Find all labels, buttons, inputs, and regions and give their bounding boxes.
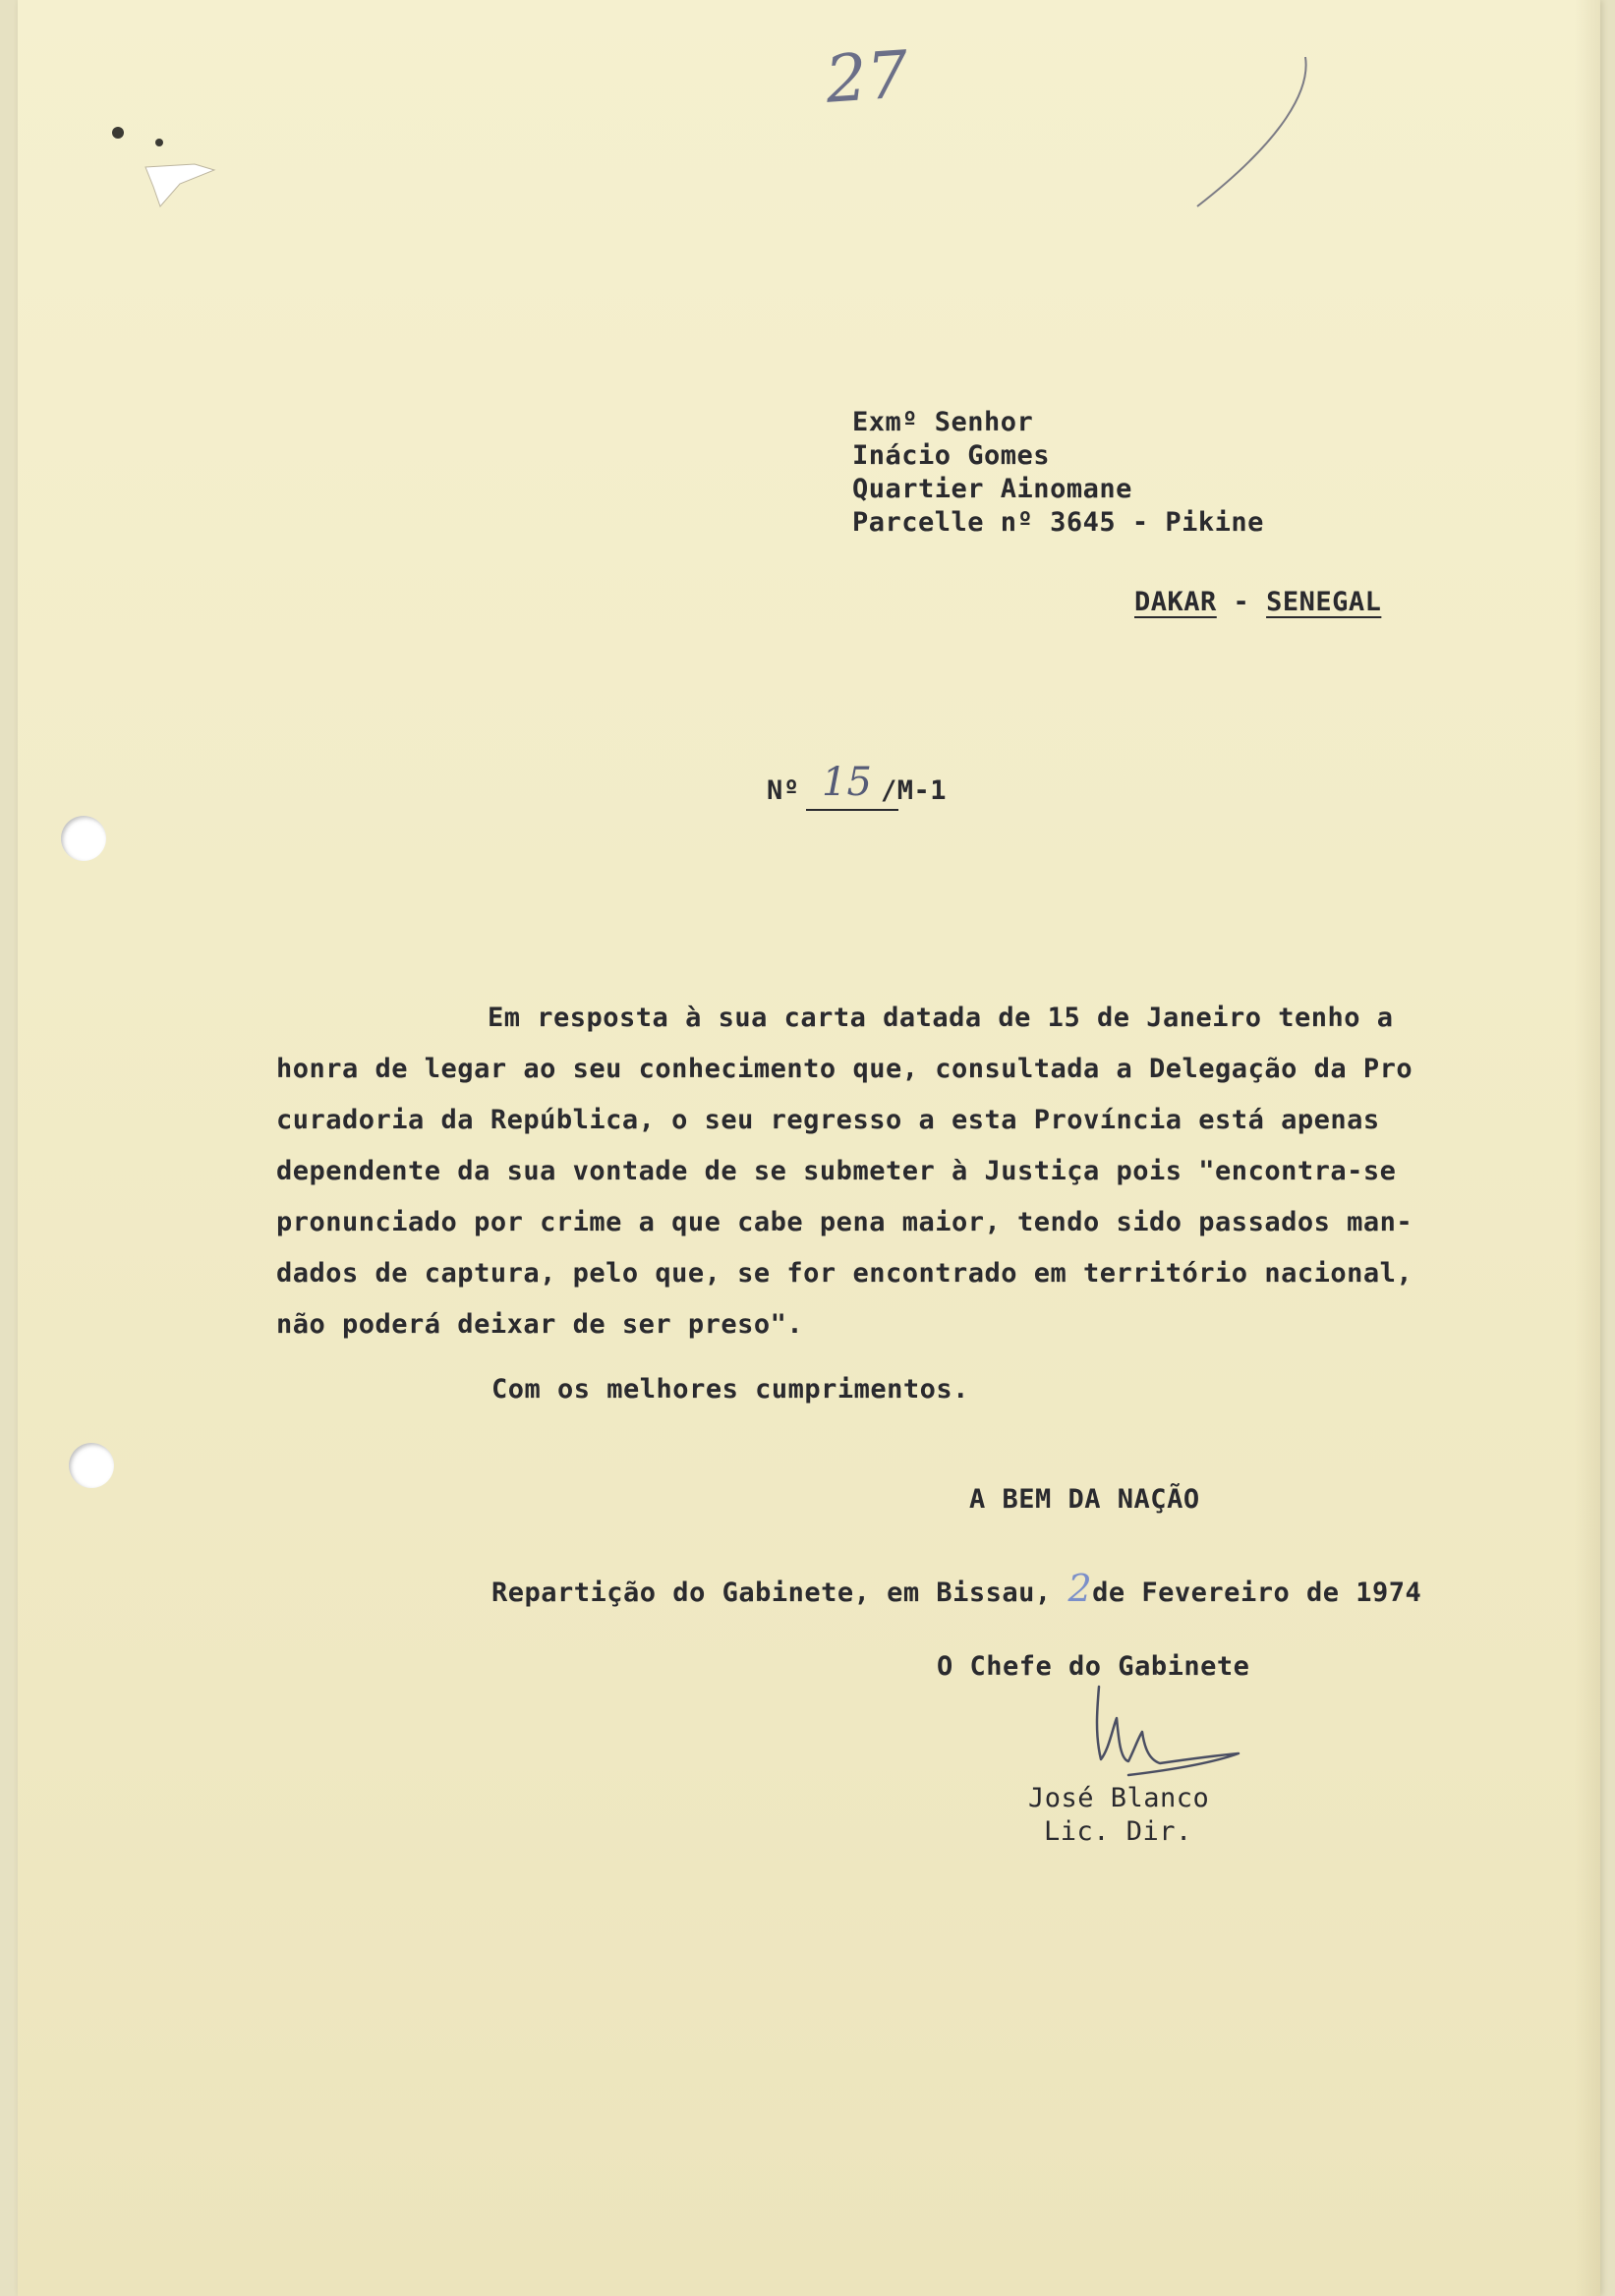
dateline-suffix: de Fevereiro de 1974 xyxy=(1092,1578,1422,1608)
body-line-5: pronunciado por crime a que cabe pena maior, tendo sido passados man- xyxy=(276,1207,1413,1237)
recipient-salutation: Exmº Senhor xyxy=(852,407,1034,437)
body-line-3: curadoria da República, o seu regresso a esta Província está apenas xyxy=(276,1105,1380,1135)
city-country-separator: - xyxy=(1216,587,1267,617)
body-line-1: Em resposta à sua carta datada de 15 de Janeiro tenho a xyxy=(488,1003,1394,1033)
recipient-quarter: Quartier Ainomane xyxy=(852,474,1132,504)
handwritten-signature xyxy=(1069,1681,1256,1789)
dateline-day-handwritten: 2 xyxy=(1067,1567,1093,1610)
body-line-6: dados de captura, pelo que, se for encontrado em território nacional, xyxy=(276,1258,1413,1289)
recipient-country: SENEGAL xyxy=(1266,587,1382,617)
signatory-title: O Chefe do Gabinete xyxy=(937,1651,1250,1682)
recipient-city: DAKAR xyxy=(1134,587,1217,617)
punch-hole-lower xyxy=(69,1443,114,1488)
recipient-city-country xyxy=(1134,587,1381,617)
dateline xyxy=(491,1567,1421,1610)
body-line-4: dependente da sua vontade de se submeter à Justiça pois "encontra-se xyxy=(276,1156,1397,1186)
dateline-prefix: Repartição do Gabinete, em Bissau, xyxy=(491,1578,1068,1608)
motto: A BEM DA NAÇÃO xyxy=(969,1484,1200,1515)
body-line-2: honra de legar ao seu conhecimento que, consultada a Delegação da Pro xyxy=(276,1054,1413,1084)
letter-page xyxy=(18,0,1600,2296)
page-edge-shadow xyxy=(1575,0,1600,2296)
body-line-7: não poderá deixar de ser preso". xyxy=(276,1309,804,1340)
signatory-name: José Blanco xyxy=(1028,1783,1210,1813)
reference-prefix: Nº xyxy=(767,775,800,806)
pencil-mark xyxy=(1178,49,1325,216)
punch-hole-upper xyxy=(61,816,106,861)
recipient-parcel: Parcelle nº 3645 - Pikine xyxy=(852,507,1264,538)
reference-number xyxy=(767,760,1022,819)
closing-line: Com os melhores cumprimentos. xyxy=(491,1374,969,1405)
handwritten-page-number: 27 xyxy=(823,36,911,118)
signatory-credentials: Lic. Dir. xyxy=(1044,1816,1192,1847)
staple-marks xyxy=(106,113,244,221)
reference-suffix: /M-1 xyxy=(881,775,948,806)
reference-number-handwritten: 15 xyxy=(822,760,872,805)
recipient-name: Inácio Gomes xyxy=(852,440,1051,471)
reference-underline xyxy=(806,809,898,811)
